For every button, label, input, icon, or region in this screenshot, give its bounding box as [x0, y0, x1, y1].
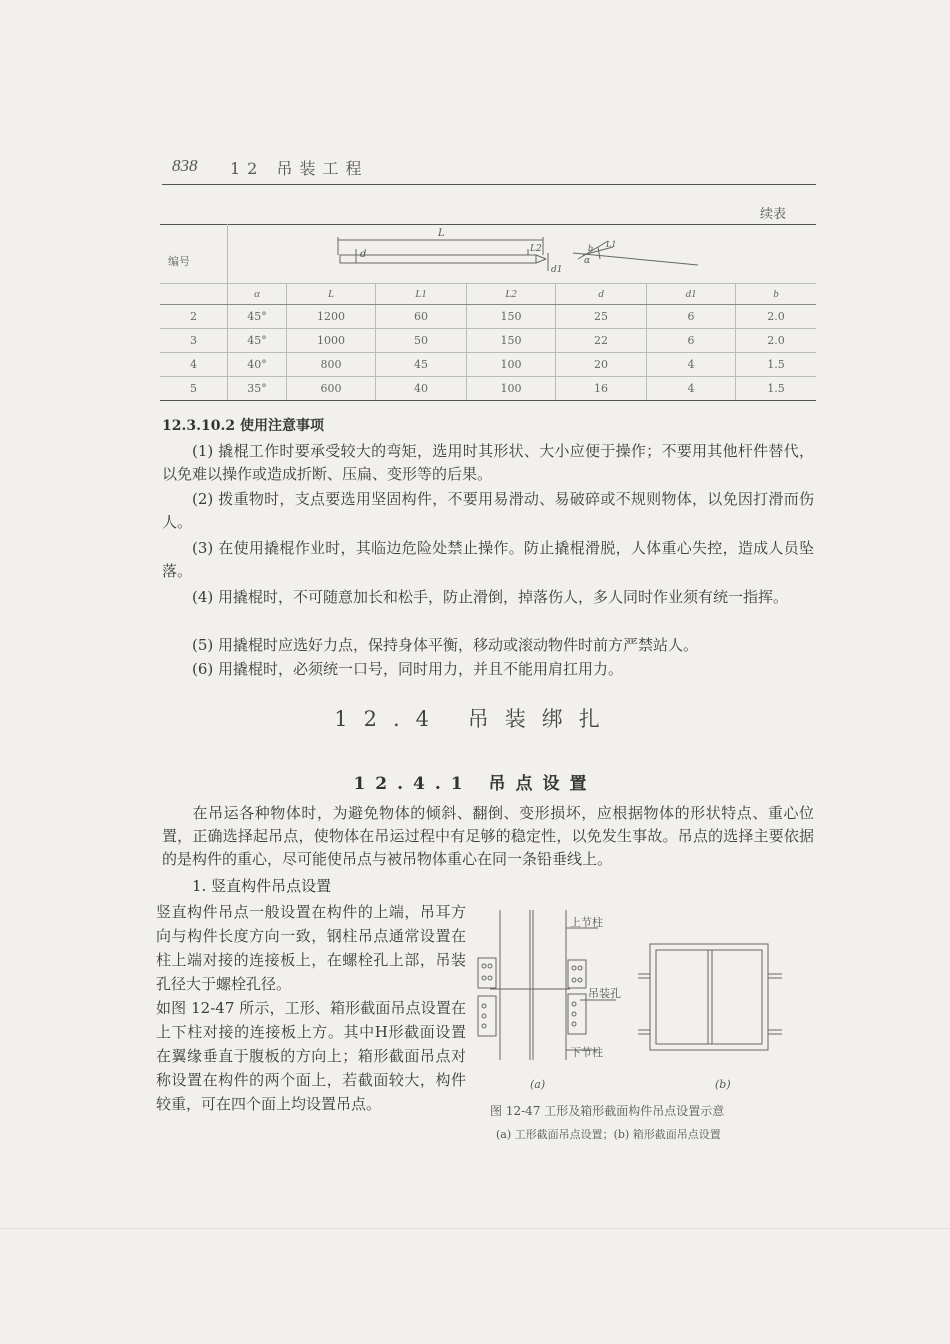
table-cell: 1.5 [736, 377, 817, 401]
table-cell: 2.0 [736, 305, 817, 329]
col-header: L2 [467, 284, 556, 305]
figure-caption: 图 12-47 工形及箱形截面构件吊点设置示意 [490, 1104, 725, 1118]
note-item-6: (6) 用撬棍时，必须统一口号，同时用力，并且不能用肩扛用力。 [192, 660, 624, 678]
note-item-5: (5) 用撬棍时应选好力点，保持身体平衡，移动或滚动物件时前方严禁站人。 [192, 636, 699, 654]
vertical-member-text [156, 900, 466, 1116]
table-cell: 25 [556, 305, 647, 329]
table-cell: 1200 [287, 305, 376, 329]
note-item-4: (4) 用撬棍时，不可随意加长和松手，防止滑倒，掉落伤人，多人同时作业须有统一指挥。 [192, 588, 789, 606]
page-number: 838 [172, 156, 198, 175]
table-cell: 2.0 [736, 329, 817, 353]
note-item-1: (1) 撬棍工作时要承受较大的弯矩，选用时其形状、大小应便于操作；不要用其他杆件替代，以免难以操作或造成折断、压扁、变形等的后果。 [162, 442, 814, 483]
table-row [160, 353, 816, 377]
label-lifting-hole: 吊装孔 [588, 987, 621, 1000]
label-upper-column: 上节柱 [570, 916, 603, 929]
label-lower-column: 下节柱 [570, 1046, 603, 1059]
paragraph [162, 658, 814, 681]
table-cell: 6 [647, 305, 736, 329]
row-id: 2 [160, 305, 228, 329]
table-cell: 4 [647, 353, 736, 377]
row-id: 3 [160, 329, 228, 353]
page-edge [0, 1228, 950, 1229]
crowbar-spec-table [160, 224, 816, 401]
section-heading-12-4-1: 12.4.1 吊点设置 [353, 774, 597, 794]
splice-plate-lower-left [478, 996, 496, 1036]
paragraph [162, 537, 814, 583]
splice-plate-upper-left [478, 958, 496, 988]
col-header: d1 [647, 284, 736, 305]
header-blank [160, 284, 228, 305]
intro-paragraph [162, 802, 814, 871]
table-cell: 20 [556, 353, 647, 377]
col-header: α [228, 284, 287, 305]
table-cell: 4 [647, 377, 736, 401]
figure-12-47 [470, 900, 815, 1090]
row-id: 4 [160, 353, 228, 377]
diagram-label-L: L [438, 228, 445, 239]
table-continued-label: 续表 [760, 207, 787, 222]
crowbar-diagram [228, 225, 816, 283]
splice-plate-upper-right [568, 960, 586, 988]
col-header: L1 [376, 284, 467, 305]
table-row [160, 305, 816, 329]
table-cell: 150 [467, 329, 556, 353]
section-heading-12-4: 12.4 吊装绑扎 [334, 707, 616, 731]
label-subfigure-b: (b) [715, 1078, 731, 1090]
intro-text: 在吊运各种物体时，为避免物体的倾斜、翻倒、变形损坏，应根据物体的形状特点、重心位置，正确选择起吊点，使物体在吊运过程中有足够的稳定性，以免发生事故。吊点的选择主要依据的是构件的重心，尽可能使吊点与被吊物体重心在同一条铅垂线上。 [162, 804, 814, 868]
table-cell: 150 [467, 305, 556, 329]
running-header [162, 154, 816, 185]
col-header: L [287, 284, 376, 305]
diagram-label-d1: d1 [551, 265, 563, 275]
paragraph [162, 634, 814, 657]
table-cell: 100 [467, 377, 556, 401]
table-row [160, 329, 816, 353]
row-label-cell [160, 225, 228, 284]
diagram-label-b: b [588, 244, 594, 253]
box-section-outline [650, 944, 768, 1050]
table-cell: 40° [228, 353, 287, 377]
crowbar-diagram-cell [228, 225, 817, 284]
figure-subcaption: (a) 工形截面吊点设置；(b) 箱形截面吊点设置 [496, 1128, 721, 1141]
paragraph [156, 996, 466, 1116]
diagram-label-alpha: α [584, 256, 591, 266]
paragraph [162, 488, 814, 534]
col-header: d [556, 284, 647, 305]
table-cell: 800 [287, 353, 376, 377]
table-cell: 16 [556, 377, 647, 401]
crowbar-shaft [340, 255, 536, 263]
table-cell: 45° [228, 305, 287, 329]
table-cell: 40 [376, 377, 467, 401]
item1-para-2: 如图 12-47 所示，工形、箱形截面吊点设置在上下柱对接的连接板上方。其中H形截面设置在翼缘垂直于腹板的方向上；箱形截面吊点对称设置在构件的两个面上，若截面较大，构件较重，可在四个面上均设置吊点。 [156, 999, 466, 1113]
chapter-title: 12 吊装工程 [230, 159, 369, 178]
paragraph [162, 440, 814, 486]
crowbar-tip-line [573, 253, 698, 265]
paragraph [156, 900, 466, 996]
diagram-label-d: d [360, 249, 367, 260]
table-cell: 60 [376, 305, 467, 329]
table-cell: 45° [228, 329, 287, 353]
table-cell: 35° [228, 377, 287, 401]
item1-para-1: 竖直构件吊点一般设置在构件的上端，吊耳方向与构件长度方向一致，钢柱吊点通常设置在柱上端对接的连接板上，在螺栓孔上部，吊装孔径大于螺栓孔径。 [156, 903, 466, 993]
row-id: 5 [160, 377, 228, 401]
table-cell: 22 [556, 329, 647, 353]
note-item-2: (2) 拨重物时，支点要选用坚固构件，不要用易滑动、易破碎或不规则物体，以免因打滑而伤人。 [162, 490, 814, 531]
section-title-12-3-10-2: 12.3.10.2 使用注意事项 [162, 418, 324, 434]
label-subfigure-a: (a) [530, 1078, 546, 1090]
paragraph [162, 586, 814, 609]
diagram-label-L2: L2 [530, 244, 542, 254]
row-label: 编号 [168, 255, 190, 268]
table-cell: 1000 [287, 329, 376, 353]
table-cell: 50 [376, 329, 467, 353]
table-cell: 100 [467, 353, 556, 377]
table-row [160, 377, 816, 401]
table-cell: 45 [376, 353, 467, 377]
item-1-title: 1. 竖直构件吊点设置 [192, 877, 332, 895]
table-cell: 600 [287, 377, 376, 401]
table-cell: 1.5 [736, 353, 817, 377]
table-cell: 6 [647, 329, 736, 353]
note-item-3: (3) 在使用撬棍作业时，其临边危险处禁止操作。防止撬棍滑脱，人体重心失控，造成人员坠落。 [162, 539, 814, 580]
col-header: b [736, 284, 817, 305]
diagram-label-L1: L1 [606, 240, 617, 249]
